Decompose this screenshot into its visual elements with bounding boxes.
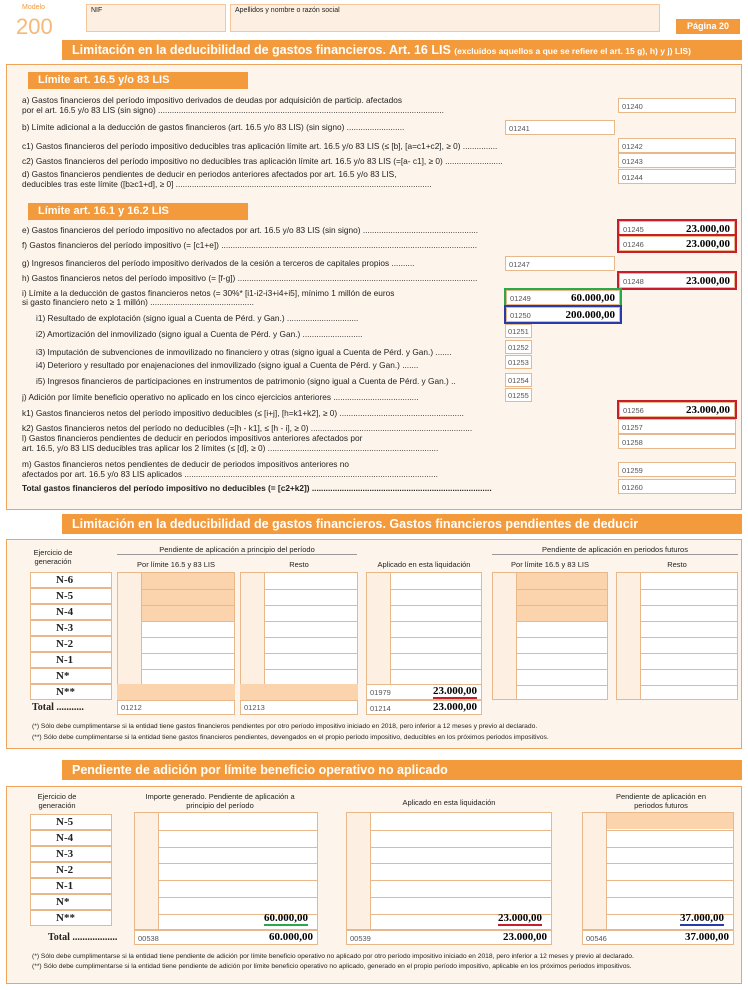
grid-line — [135, 830, 317, 831]
nif-field[interactable] — [86, 4, 226, 32]
line-k2: k2) Gastos financieros netos del período no deducibles (=[h - k1], ≤ [h - i], ≥ 0) ...................................................................... — [22, 424, 473, 433]
value-01249: 60.000,00 — [571, 292, 615, 304]
generation-year-n-5: N-5 — [30, 814, 112, 830]
generation-year-n-3: N-3 — [30, 620, 112, 636]
s2-col-aplicado: Aplicado en esta liquidación — [377, 560, 471, 569]
column-ledge — [367, 573, 391, 699]
line-i4: i4) Deterioro y resultado por enajenaciones del inmovilizado (signo igual a Cuenta de Pérd. y Gan.) ....... — [36, 361, 419, 370]
code-01242: 01242 — [622, 142, 643, 151]
field-01244[interactable] — [618, 169, 736, 184]
line-a-cont: por el art. 16.5 y/o 83 LIS (sin signo) ............................................................................................................................ — [22, 106, 444, 115]
line-h: h) Gastos financieros netos del período impositivo (= [f-g]) ........................................................................................................ — [22, 274, 478, 283]
modelo-label: Modelo — [22, 4, 45, 11]
field-01254[interactable]: 01254 — [505, 373, 532, 387]
value-00538: 60.000,00 — [269, 931, 313, 943]
line-d: d) Gastos financieros pendientes de deducir en periodos anteriores afectados por art. 16.5 y/o 83 LIS, — [22, 169, 397, 179]
s3-nstar2-aplicado: 23.000,00 — [498, 912, 542, 924]
value-00539: 23.000,00 — [503, 931, 547, 943]
code-01214: 01214 — [370, 704, 391, 713]
line-i: i) Límite a la deducción de gastos financieros netos (= 30%* [i1-i2-i3+i4+i5], mínimo 1 millón de euros — [22, 288, 395, 298]
value-01250: 200.000,00 — [565, 309, 615, 321]
line-l-cont: art. 16.5, y/o 83 LIS deducibles tras aplicar los 2 límites (≤ [d], ≥ 0) .......................................................................... — [22, 444, 439, 453]
code-01247: 01247 — [509, 260, 530, 269]
generation-year-nstar: N* — [30, 894, 112, 910]
line-l: l) Gastos financieros pendientes de deducir en periodos impositivos anteriores afectados por — [22, 433, 363, 443]
field-01250[interactable] — [506, 307, 620, 322]
field-01257[interactable] — [618, 419, 736, 434]
generation-year-n-4: N-4 — [30, 604, 112, 620]
s2-col-resto-inicio — [240, 572, 358, 700]
s2-col-resto-1: Resto — [289, 560, 309, 569]
field-01251[interactable]: 01251 — [505, 324, 532, 338]
line-a: a) Gastos financieros del período impositivo derivados de deudas por adquisición de particip. afectados — [22, 95, 403, 105]
field-00539[interactable] — [346, 930, 552, 945]
generation-year-nstarstar: N** — [30, 684, 112, 700]
generation-year-n-2: N-2 — [30, 636, 112, 652]
generation-year-n-2: N-2 — [30, 862, 112, 878]
code-01244: 01244 — [622, 173, 643, 182]
code-01249: 01249 — [510, 294, 531, 303]
generation-year-nstarstar: N** — [30, 910, 112, 926]
s3-col-aplicado: Aplicado en esta liquidación — [402, 798, 496, 807]
generation-year-n-5: N-5 — [30, 588, 112, 604]
s2-nstar2-shade-a — [117, 684, 235, 700]
column-ledge — [135, 813, 159, 929]
field-01259[interactable] — [618, 462, 736, 477]
nif-label: NIF — [91, 7, 103, 14]
code-01245: 01245 — [623, 225, 644, 234]
grid-line — [135, 880, 317, 881]
section3-title: Pendiente de adición por límite beneficio operativo no aplicado — [62, 760, 742, 780]
generation-year-n-1: N-1 — [30, 878, 112, 894]
field-01242[interactable] — [618, 138, 736, 153]
line-m-cont: afectados por art. 16.5 y/o 83 LIS aplicados .............................................................................................................. — [22, 470, 438, 479]
s2-total-label: Total ........... — [32, 702, 84, 713]
modelo-number: 200 — [16, 14, 53, 39]
value-01256: 23.000,00 — [686, 404, 730, 416]
s3-col-futuro: Pendiente de aplicación en periodos futuros — [615, 792, 707, 810]
code-01257: 01257 — [622, 423, 643, 432]
code-01979: 01979 — [370, 688, 391, 697]
line-i-cont: si gasto financiero neto ≥ 1 millón) ............................................. — [22, 297, 254, 307]
subsection-16-5: Límite art. 16.5 y/o 83 LIS — [28, 72, 248, 89]
section1-title-text: Limitación en la deducibilidad de gastos financieros. Art. 16 LIS — [72, 43, 451, 57]
field-01258[interactable] — [618, 434, 736, 449]
line-k1: k1) Gastos financieros netos del período impositivo deducibles (≤ [i+j], [h=k1+k2], ≥ 0) ...................................................... — [22, 409, 464, 418]
s2-col-resto-2: Resto — [667, 560, 687, 569]
code-01213: 01213 — [244, 703, 265, 712]
line-i1: i1) Resultado de explotación (signo igual a Cuenta de Pérd. y Gan.) ............................... — [36, 314, 359, 323]
field-01260[interactable] — [618, 479, 736, 494]
code-01258: 01258 — [622, 438, 643, 447]
line-j: j) Adición por límite beneficio operativo no aplicado en los cinco ejercicios anteriores ..................................... — [22, 393, 419, 402]
field-00546[interactable] — [582, 930, 734, 945]
grid-line — [347, 847, 551, 848]
code-01259: 01259 — [622, 466, 643, 475]
line-i3: i3) Imputación de subvenciones de inmovilizado no financiero y otras (signo igual a Cuenta de Pérd. y Gan.) ....... — [36, 348, 452, 357]
line-i2: i2) Amortización del inmovilizado (signo igual a Cuenta de Pérd. y Gan.) .......................... — [36, 330, 363, 339]
s3-col-importe: Importe generado. Pendiente de aplicación a principio del período — [145, 792, 295, 810]
line-b: b) Límite adicional a la deducción de gastos financieros (art. 16.5 y/o 83 LIS) (sin signo) ......................... — [22, 122, 405, 132]
s2-grp-futuro: Pendiente de aplicación en periodos futuros — [492, 545, 738, 555]
s2-grp-inicio: Pendiente de aplicación a principio del período — [117, 545, 357, 555]
grid-line — [135, 863, 317, 864]
field-01252[interactable]: 01252 — [505, 340, 532, 354]
code-00539: 00539 — [350, 934, 371, 943]
field-01249[interactable] — [506, 290, 620, 305]
field-01243[interactable] — [618, 153, 736, 168]
field-01979[interactable] — [366, 684, 482, 700]
value-01246: 23.000,00 — [686, 238, 730, 250]
grid-line — [347, 897, 551, 898]
code-01250: 01250 — [510, 311, 531, 320]
field-01247[interactable] — [505, 256, 615, 271]
line-f: f) Gastos financieros del período impositivo (= [c1+e]) ............................................................................................................... — [22, 241, 478, 250]
code-01243: 01243 — [622, 157, 643, 166]
field-01245[interactable] — [619, 221, 735, 236]
field-01241[interactable] — [505, 120, 615, 135]
page-label: Página 20 — [676, 19, 740, 34]
value-01248: 23.000,00 — [686, 275, 730, 287]
grid-line — [347, 863, 551, 864]
name-field[interactable] — [230, 4, 660, 32]
generation-year-n-4: N-4 — [30, 830, 112, 846]
line-i5: i5) Ingresos financieros de participaciones en instrumentos de patrimonio (signo igual a Cuenta de Pérd. y Gan.) .. — [36, 377, 456, 386]
grid-line — [347, 880, 551, 881]
code-01248: 01248 — [623, 277, 644, 286]
section1-title-note: (excluidos aquellos a que se refiere el art. 15 g), h) y j) LIS) — [454, 46, 691, 56]
field-01214[interactable] — [366, 700, 482, 715]
line-g: g) Ingresos financieros del período impositivo derivados de la cesión a terceros de capitales propios .......... — [22, 259, 415, 268]
field-00538[interactable] — [134, 930, 318, 945]
generation-year-nstar: N* — [30, 668, 112, 684]
field-01248[interactable] — [619, 273, 735, 288]
code-01260: 01260 — [622, 483, 643, 492]
column-ledge — [241, 573, 265, 699]
s2-col-limite-inicio — [117, 572, 235, 700]
s2-note-2: (**) Sólo debe cumplimentarse si la entidad tiene gastos financieros pendientes, devengados en el propio período impositivo, deducibles en los próximos periodos impositivos. — [32, 734, 549, 741]
value-01214: 23.000,00 — [433, 701, 477, 713]
s2-col-limite-futuro — [492, 572, 608, 700]
code-00538: 00538 — [138, 934, 159, 943]
s2-nstar2-shade-b — [240, 684, 358, 700]
field-01213[interactable] — [240, 700, 358, 715]
code-01256: 01256 — [623, 406, 644, 415]
subsection-16-1: Límite art. 16.1 y 16.2 LIS — [28, 203, 248, 220]
column-ledge — [118, 573, 142, 699]
line-c1: c1) Gastos financieros del período impositivo deducibles tras aplicación límite art. 16.5 y/o 83 LIS (≤ [b], [a=c1+c2], ≥ 0) ............... — [22, 142, 498, 151]
s2-col-resto-futuro — [616, 572, 738, 700]
s3-col-ejercicio: Ejercicio de generación — [37, 792, 77, 810]
column-ledge — [347, 813, 371, 929]
s3-total-label: Total .................. — [48, 932, 118, 943]
grid-line — [135, 847, 317, 848]
value-00546: 37.000,00 — [685, 931, 729, 943]
code-01241: 01241 — [509, 124, 530, 133]
code-01246: 01246 — [623, 240, 644, 249]
line-d-cont: deducibles tras este límite ([b≥c1+d], ≥ 0] ............................................................................................................... — [22, 180, 432, 189]
s3-nstar2-futuro: 37.000,00 — [680, 912, 724, 924]
generation-year-n-1: N-1 — [30, 652, 112, 668]
s2-col-ejercicio: Ejercicio de generación — [33, 548, 73, 566]
grid-line — [135, 897, 317, 898]
field-01212[interactable] — [117, 700, 235, 715]
s2-col-limite-1: Por límite 16.5 y 83 LIS — [137, 560, 215, 569]
s2-col-aplicado-box — [366, 572, 482, 700]
value-01979: 23.000,00 — [433, 685, 477, 697]
column-ledge — [583, 813, 607, 929]
line-m: m) Gastos financieros netos pendientes de deducir de periodos impositivos anteriores no — [22, 459, 349, 469]
line-e: e) Gastos financieros del período impositivo no afectados por art. 16.5 y/o 83 LIS (sin signo) .................................................. — [22, 226, 479, 235]
field-01253[interactable]: 01253 — [505, 355, 532, 369]
field-01246[interactable] — [619, 236, 735, 251]
s3-note-2: (**) Sólo debe cumplimentarse si la entidad tiene pendiente de adición por límite beneficio operativo no aplicado, generado en el propio período impositivo, aplicable en los próximos periodos impositivos. — [32, 963, 632, 970]
column-ledge — [493, 573, 517, 699]
section2-title: Limitación en la deducibilidad de gastos financieros. Gastos financieros pendientes de deducir — [62, 514, 742, 534]
generation-year-n-6: N-6 — [30, 572, 112, 588]
column-ledge — [617, 573, 641, 699]
code-01240: 01240 — [622, 102, 643, 111]
line-total: Total gastos financieros del período impositivo no deducibles (= [c2+k2]) .............................................................................. — [22, 484, 492, 493]
code-01212: 01212 — [121, 703, 142, 712]
value-01245: 23.000,00 — [686, 223, 730, 235]
generation-year-n-3: N-3 — [30, 846, 112, 862]
section1-title — [62, 40, 742, 60]
grid-line — [347, 830, 551, 831]
s2-col-limite-2: Por límite 16.5 y 83 LIS — [511, 560, 589, 569]
s2-note-1: (*) Sólo debe cumplimentarse si la entidad tiene gastos financieros pendientes por otro período impositivo iniciado en 2018, pero inferior a 12 meses y previo al declarado. — [32, 723, 538, 730]
s3-nstar2-importe: 60.000,00 — [264, 912, 308, 924]
field-01255[interactable]: 01255 — [505, 388, 532, 402]
line-c2: c2) Gastos financieros del período impositivo no deducibles tras aplicación límite art. 16.5 y/o 83 LIS (=[a- c1], ≥ 0) ......................... — [22, 157, 503, 166]
field-01240[interactable] — [618, 98, 736, 113]
name-label: Apellidos y nombre o razón social — [235, 7, 340, 14]
field-01256[interactable] — [619, 402, 735, 417]
code-00546: 00546 — [586, 934, 607, 943]
s3-note-1: (*) Sólo debe cumplimentarse si la entidad tiene pendiente de adición por límite beneficio operativo no aplicado por otro período impositivo iniciado en 2018, pero inferior a 12 meses y previo al declarado. — [32, 953, 634, 960]
